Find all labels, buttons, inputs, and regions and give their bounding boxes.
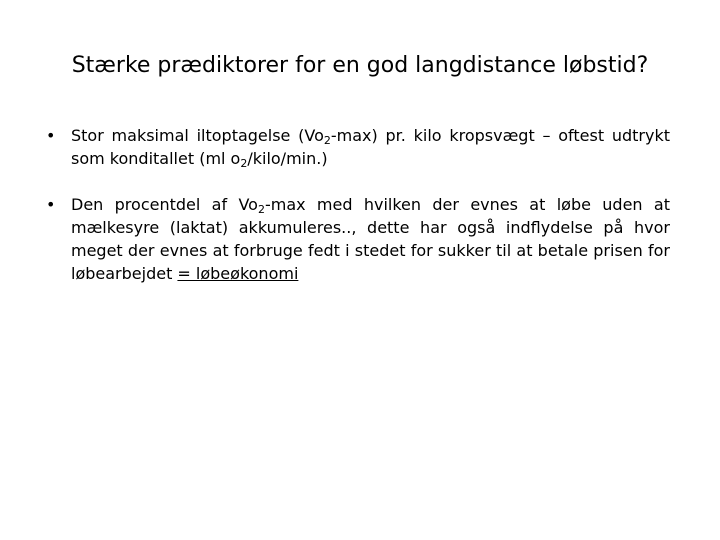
subscript: 2	[323, 134, 331, 147]
underlined-term: = løbeøkonomi	[177, 264, 299, 283]
subscript: 2	[240, 157, 248, 170]
bullet-text-part: -max) pr. kilo kropsvægt – oftest udtrykt som konditallet (ml o	[71, 126, 671, 168]
bullet-icon: •	[46, 126, 56, 145]
bullet-text-part: -max med hvilken der evnes at løbe uden at mælkesyre (laktat) akkumuleres.., dette har også indflydelse på hvor meget der evnes at forbruge fedt i stedet for sukker til at betale prisen for løbearbejdet	[71, 195, 671, 283]
bullet-list	[46, 124, 670, 285]
bullet-text-part: /kilo/min.)	[247, 149, 328, 168]
subscript: 2	[257, 203, 265, 216]
bullet-icon: •	[46, 195, 56, 214]
slide-title: Stærke prædiktorer for en god langdistance løbstid?	[71, 53, 649, 78]
bullet-item-vo2max	[46, 124, 670, 170]
bullet-text-part: Den procentdel af Vo	[71, 195, 258, 214]
bullet-item-percentage	[46, 193, 670, 285]
bullet-text-part: Stor maksimal iltoptagelse (Vo	[71, 126, 324, 145]
